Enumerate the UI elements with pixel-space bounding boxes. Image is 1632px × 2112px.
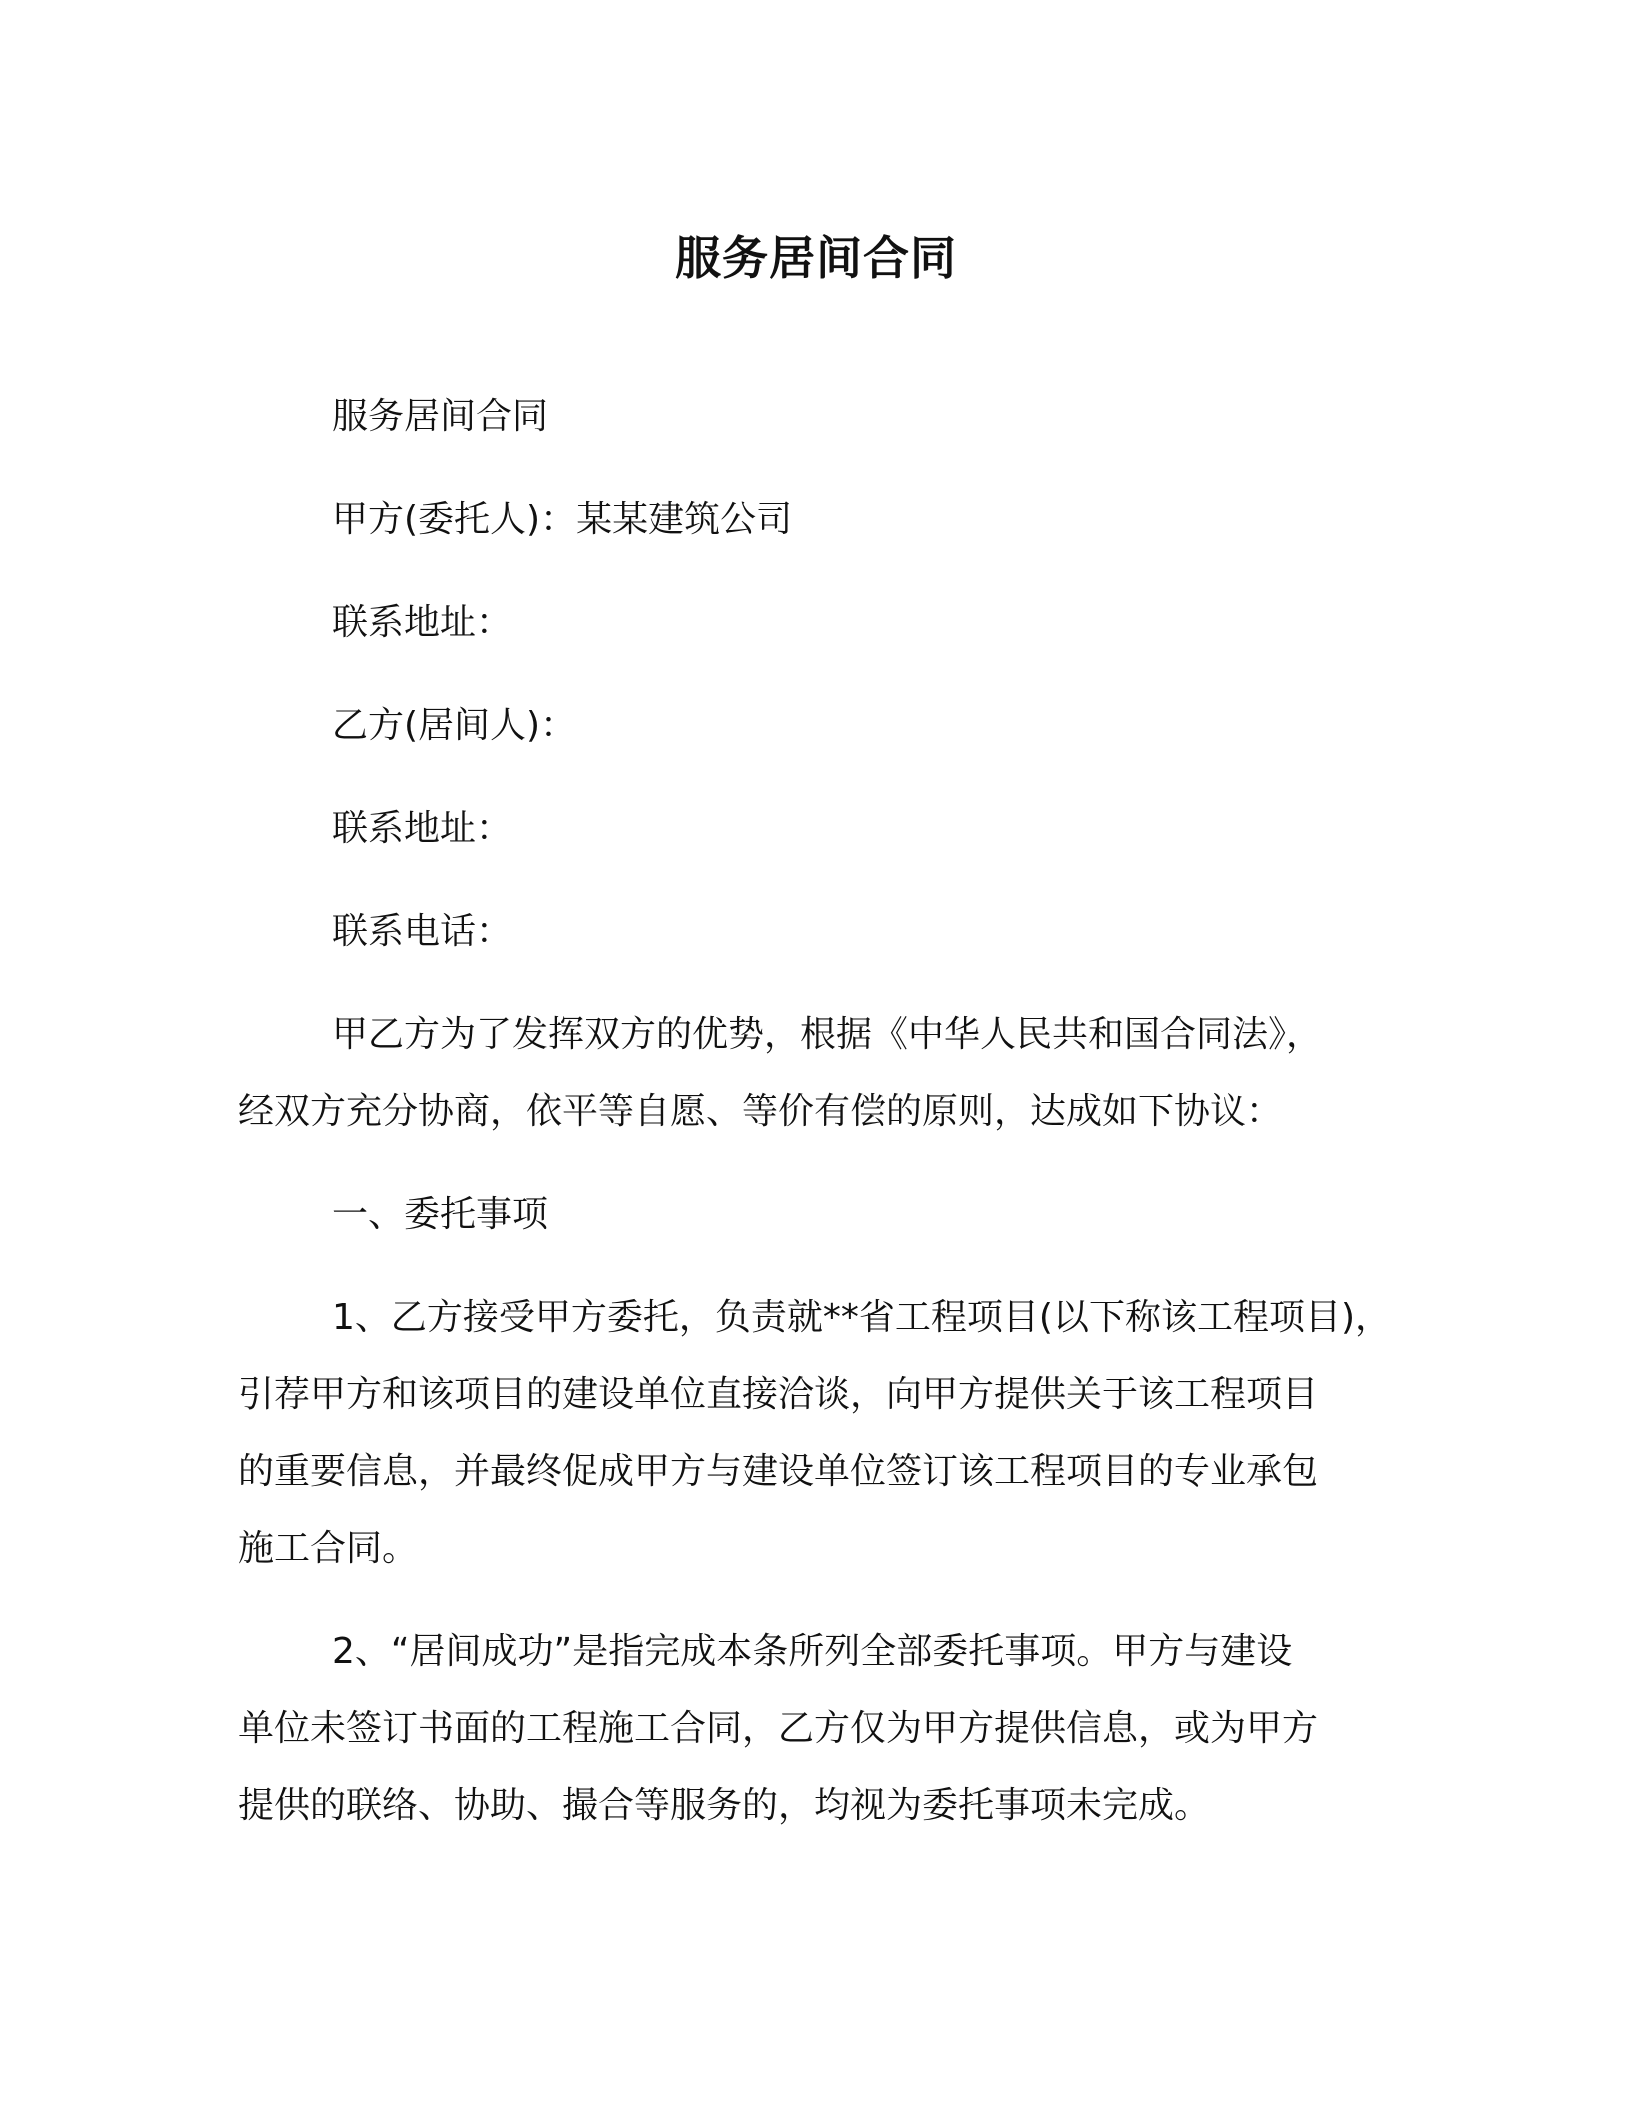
document-title: 服务居间合同	[675, 231, 957, 285]
clause-1-line: 引荐甲方和该项目的建设单位直接洽谈，向甲方提供关于该工程项目	[238, 1374, 1319, 1415]
section-heading: 一、委托事项	[332, 1194, 549, 1235]
party-b-phone-line: 联系电话：	[332, 911, 513, 952]
clause-1-line: 的重要信息，并最终促成甲方与建设单位签订该工程项目的专业承包	[238, 1451, 1319, 1492]
party-b-address-line: 联系地址：	[332, 808, 513, 849]
contract-heading: 服务居间合同	[332, 396, 549, 437]
party-a-line: 甲方(委托人)：某某建筑公司	[332, 499, 793, 540]
party-a-address-line: 联系地址：	[332, 602, 513, 643]
clause-2-line: 单位未签订书面的工程施工合同，乙方仅为甲方提供信息，或为甲方	[238, 1708, 1319, 1749]
clause-2-line: 2、“居间成功”是指完成本条所列全部委托事项。甲方与建设	[332, 1631, 1293, 1672]
preamble-line: 甲乙方为了发挥双方的优势，根据《中华人民共和国合同法》，	[332, 1014, 1323, 1055]
clause-1-line: 1、乙方接受甲方委托，负责就**省工程项目(以下称该工程项目)，	[332, 1297, 1391, 1338]
clause-1-line: 施工合同。	[238, 1528, 419, 1569]
clause-2-line: 提供的联络、协助、撮合等服务的，均视为委托事项未完成。	[238, 1785, 1211, 1826]
party-b-line: 乙方(居间人)：	[332, 705, 577, 746]
preamble-line: 经双方充分协商，依平等自愿、等价有偿的原则，达成如下协议：	[238, 1091, 1283, 1132]
